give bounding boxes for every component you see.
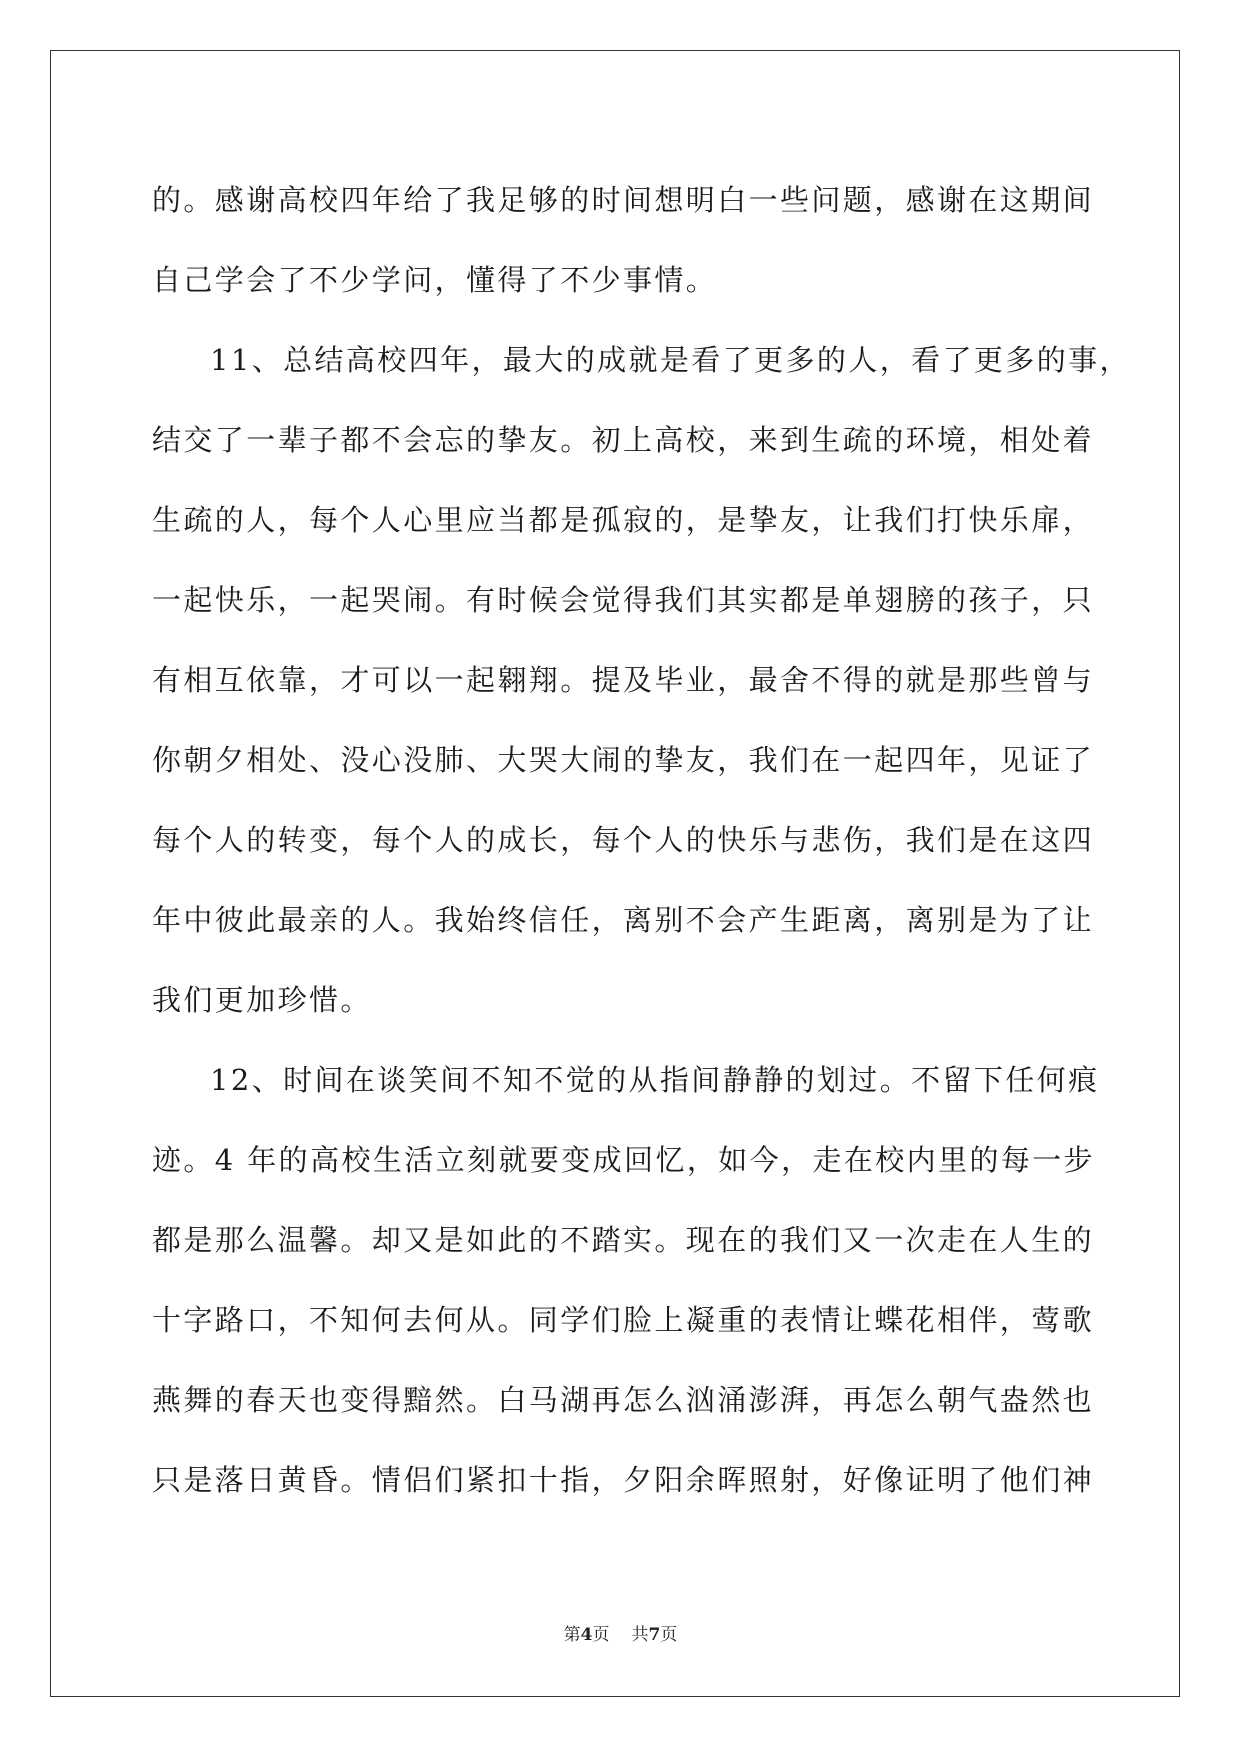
- text-line: 的。感谢高校四年给了我足够的时间想明白一些问题，感谢在这期间: [152, 183, 1095, 217]
- text-line: 都是那么温馨。却又是如此的不踏实。现在的我们又一次走在人生的: [152, 1223, 1095, 1257]
- text-line: 年中彼此最亲的人。我始终信任，离别不会产生距离，离别是为了让: [152, 903, 1095, 937]
- text-line: 自己学会了不少学问，懂得了不少事情。: [152, 263, 718, 297]
- text-line: 有相互依靠，才可以一起翱翔。提及毕业，最舍不得的就是那些曾与: [152, 663, 1095, 697]
- page-footer: [0, 1620, 1241, 1645]
- text-line: 十字路口，不知何去何从。同学们脸上凝重的表情让蝶花相伴，莺歌: [152, 1303, 1095, 1337]
- paragraph-start-11: 11、总结高校四年，最大的成就是看了更多的人，看了更多的事，: [210, 343, 1131, 377]
- text-line: 结交了一辈子都不会忘的挚友。初上高校，来到生疏的环境，相处着: [152, 423, 1095, 457]
- text-line: 生疏的人，每个人心里应当都是孤寂的，是挚友，让我们打快乐扉，: [152, 503, 1095, 537]
- total-prefix: 共: [631, 1625, 649, 1645]
- total-suffix: 页: [660, 1625, 678, 1645]
- text-line: 每个人的转变，每个人的成长，每个人的快乐与悲伤，我们是在这四: [152, 823, 1095, 857]
- paragraph-start-12: 12、时间在谈笑间不知不觉的从指间静静的划过。不留下任何痕: [210, 1063, 1100, 1097]
- text-line: 你朝夕相处、没心没肺、大哭大闹的挚友，我们在一起四年，见证了: [152, 743, 1095, 777]
- text-line: 一起快乐，一起哭闹。有时候会觉得我们其实都是单翅膀的孩子，只: [152, 583, 1095, 617]
- text-line: 我们更加珍惜。: [152, 983, 372, 1017]
- page-suffix: 页: [592, 1625, 610, 1645]
- page-prefix: 第: [563, 1625, 581, 1645]
- page-number: 4: [580, 1625, 593, 1645]
- total-pages: 7: [648, 1625, 661, 1645]
- text-line: 燕舞的春天也变得黯然。白马湖再怎么汹涌澎湃，再怎么朝气盎然也: [152, 1383, 1095, 1417]
- document-body: [152, 160, 1131, 1520]
- text-line: 迹。4 年的高校生活立刻就要变成回忆，如今，走在校内里的每一步: [152, 1143, 1096, 1177]
- text-line: 只是落日黄昏。情侣们紧扣十指，夕阳余晖照射，好像证明了他们神: [152, 1463, 1095, 1497]
